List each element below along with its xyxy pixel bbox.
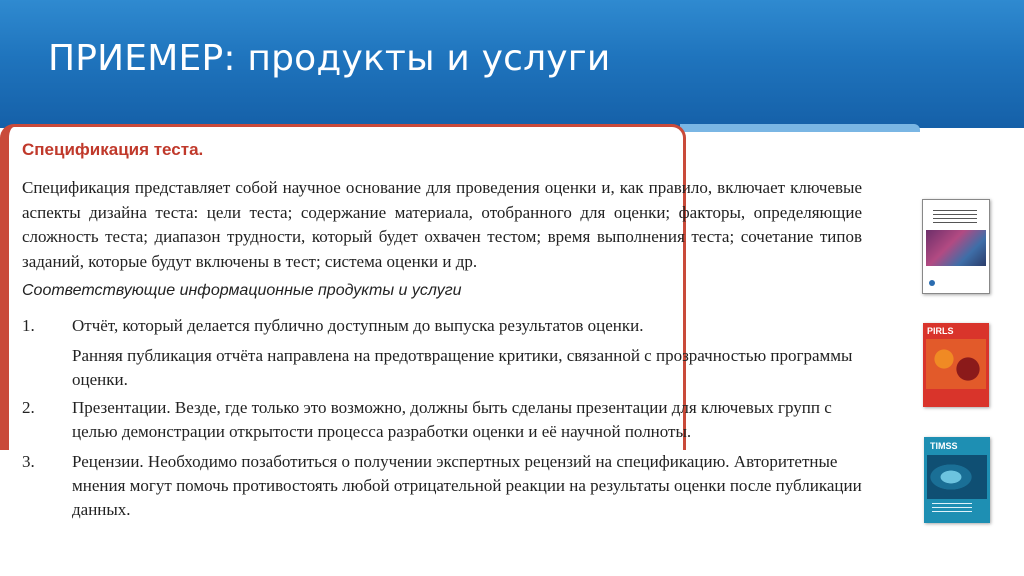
oecd-logo-icon (929, 280, 935, 286)
list-item (22, 396, 862, 444)
spec-paragraph: Спецификация представляет собой научное основание для проведения оценки и, как правило, включает ключевые аспекты дизайна теста: цели теста; содержание материала, отобранного для оценки; факторы, определяющие сложность теста; диапазон трудности, который будет охвачен тестом; время выполнения теста; сочетание типов заданий, которые будут включены в тест; система оценки и др. (22, 178, 862, 271)
list-item (22, 450, 862, 522)
list-item (22, 314, 862, 338)
pirls-cover-title: PIRLS (927, 326, 954, 336)
section-title: Спецификация теста. (22, 140, 204, 159)
list-item-text: Отчёт, который делается публично доступным до выпуска результатов оценки. (72, 316, 644, 336)
products-subtitle: Соответствующие информационные продукты и услуги (22, 282, 462, 300)
timss-framework-cover (924, 437, 990, 523)
cover-title-lines (932, 503, 972, 513)
cover-photo (926, 230, 986, 266)
pirls-framework-cover (923, 323, 989, 407)
list-item-text: Рецензии. Необходимо позаботиться о получении экспертных рецензий на спецификацию. Авторитетные мнения могут помочь противостоять любой отрицательной реакции на результаты оценки после публикации данных. (72, 452, 862, 520)
list-item-subtext: Ранняя публикация отчёта направлена на предотвращение критики, связанной с прозрачностью программы оценки. (72, 346, 853, 390)
slide-content (22, 140, 862, 522)
slide-title: ПРИЕМЕР: продукты и услуги (48, 38, 611, 79)
list-item-text: Презентации. Везде, где только это возможно, должны быть сделаны презентации для ключевых групп с целью демонстрации открытости процесса разработки оценки и её научной полноты. (72, 398, 832, 442)
cover-artwork (927, 455, 987, 499)
list-number: 1. (22, 316, 35, 336)
cover-artwork (926, 339, 986, 389)
list-number: 2. (22, 398, 35, 418)
slide-header (0, 0, 1024, 128)
timss-cover-title: TIMSS (930, 441, 958, 451)
cover-title-lines (933, 210, 977, 224)
list-number: 3. (22, 452, 35, 472)
header-accent-bar (680, 124, 920, 132)
pisa-framework-cover (922, 199, 990, 294)
